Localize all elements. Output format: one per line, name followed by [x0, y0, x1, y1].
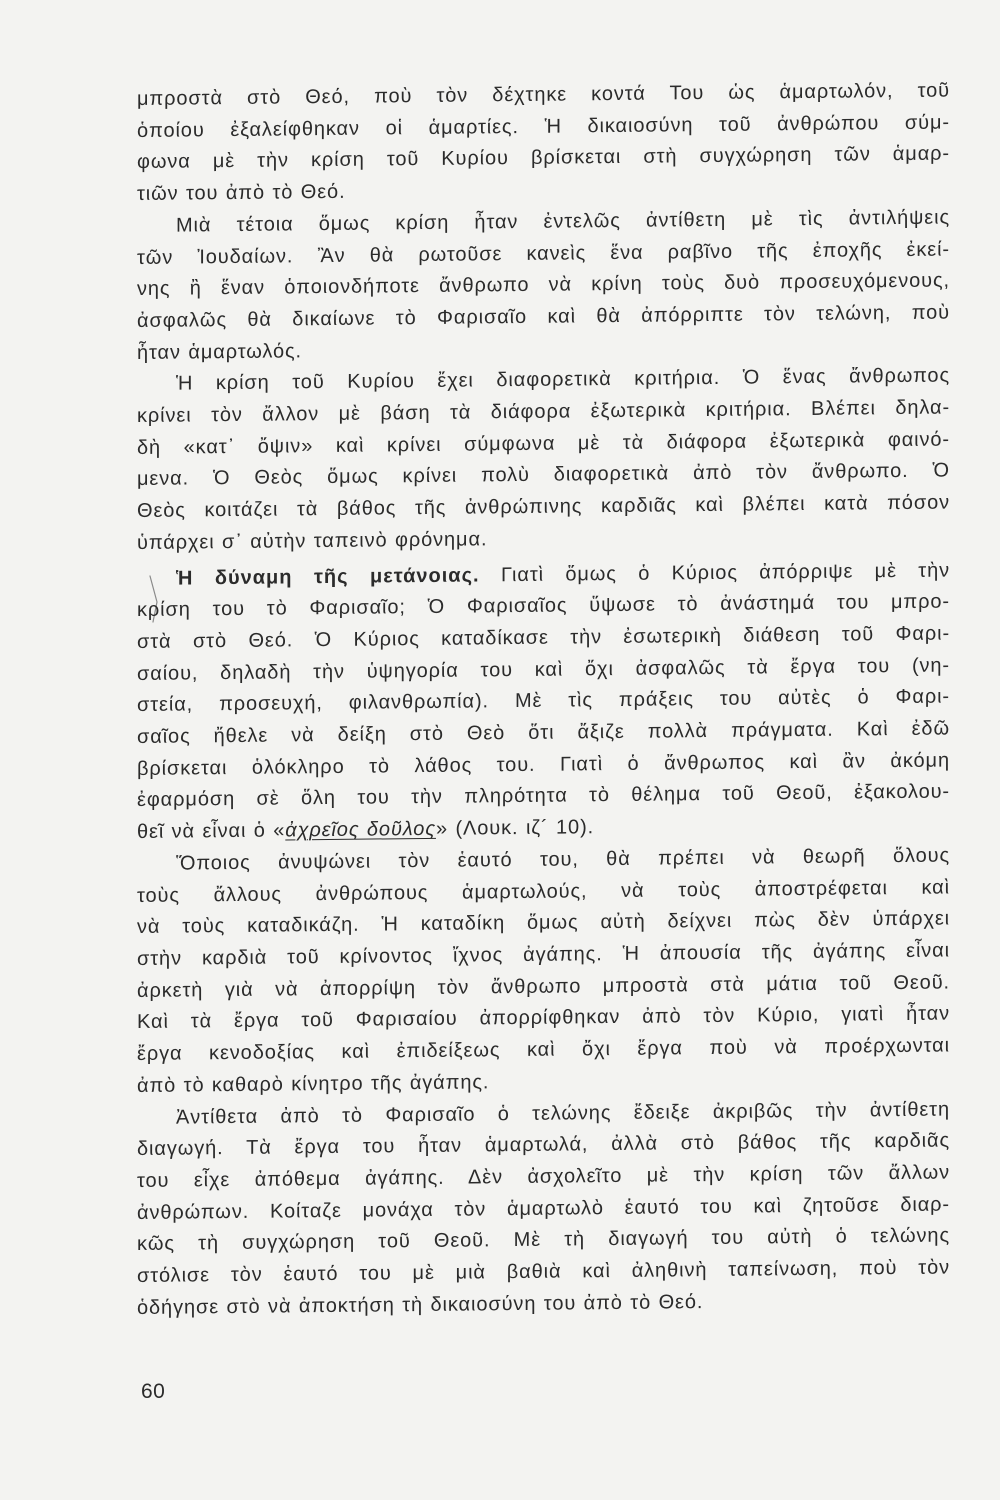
paragraph: [137, 361, 950, 560]
paragraph: [137, 75, 950, 210]
text-line: του εἶχε ἀπόθεμα ἀγάπης. Δὲν ἀσχολεῖτο μὲ τὴν κρίση τῶν ἄλλων: [137, 1161, 950, 1192]
text-line: δὴ «κατ᾿ ὄψιν» καὶ κρίνει σύμφωνα μὲ τὰ διάφορα ἐξωτερικὰ φαινό-: [137, 428, 950, 459]
text-line: νὰ τοὺς καταδικάζη. Ἡ καταδίκη ὅμως αὐτὴ δείχνει πὼς δὲν ὑπάρχει: [137, 907, 950, 939]
text-line: τῶν Ἰουδαίων. Ἂν θὰ ρωτοῦσε κανεὶς ἕνα ραβῖνο τῆς ἐποχῆς ἐκεί-: [137, 238, 950, 269]
text-line: Ἡ κρίση τοῦ Κυρίου ἔχει διαφορετικὰ κριτήρια. Ὁ ἕνας ἄνθρωπος: [176, 364, 950, 395]
text-line: ἀρκετὴ γιὰ νὰ ἀπορρίψη τὸν ἄνθρωπο μπροστὰ στὰ μάτια τοῦ Θεοῦ.: [137, 971, 950, 1002]
text-line: Θεὸς κοιτάζει τὰ βάθος τῆς ἀνθρώπινης καρδιᾶς καὶ βλέπει κατὰ πόσον: [137, 491, 950, 523]
text-line: κρίνει τὸν ἄλλον μὲ βάση τὰ διάφορα ἐξωτερικὰ κριτήρια. Βλέπει δηλα-: [137, 396, 950, 428]
text-line: κῶς τὴ συγχώρηση τοῦ Θεοῦ. Μὲ τὴ διαγωγή του αὐτὴ ὁ τελώνης: [137, 1224, 950, 1256]
text-line: Ἀντίθετα ἀπὸ τὸ Φαρισαῖο ὁ τελώνης ἔδειξε ἀκριβῶς τὴν ἀντίθετη: [176, 1097, 950, 1129]
text-line: Καὶ τὰ ἔργα τοῦ Φαρισαίου ἀπορρίφθηκαν ἀπὸ τὸν Κύριο, γιατὶ ἦταν: [137, 1002, 950, 1034]
text-line: ὁδήγησε στὸ νὰ ἀποκτήση τὴ δικαιοσύνη του ἀπὸ τὸ Θεό.: [137, 1290, 704, 1319]
text-line: μενα. Ὁ Θεὸς ὅμως κρίνει πολὺ διαφορετικὰ ἀπὸ τὸν ἄνθρωπο. Ὁ: [137, 459, 950, 491]
text-line: ἦταν ἁμαρτωλός.: [137, 339, 302, 364]
text-line: σαίου, δηλαδὴ τὴν ὑψηγορία του καὶ ὄχι ἀσφαλῶς τὰ ἔργα του (νη-: [137, 654, 950, 685]
text-line: Ὅποιος ἀνυψώνει τὸν ἑαυτό του, θὰ πρέπει νὰ θεωρῆ ὅλους: [176, 844, 950, 875]
text-line: στὴν καρδιὰ τοῦ κρίνοντος ἴχνος ἀγάπης. Ἡ ἀπουσία τῆς ἀγάπης εἶναι: [137, 939, 950, 970]
text-line: στόλισε τὸν ἑαυτό του μὲ μιὰ βαθιὰ καὶ ἀληθινὴ ταπείνωση, ποὺ τὸν: [137, 1256, 950, 1288]
text-line: ἀσφαλῶς θὰ δικαίωνε τὸ Φαρισαῖο καὶ θὰ ἀπόρριπτε τὸν τελώνη, ποὺ: [137, 301, 950, 332]
text-line: ἔργα κενοδοξίας καὶ ἐπιδείξεως καὶ ὄχι ἔργα ποὺ νὰ προέρχωνται: [137, 1034, 950, 1066]
section-heading: Ἡ δύναμη τῆς μετάνοιας.: [176, 563, 480, 590]
paragraph: [137, 202, 950, 369]
text-line: ὑπάρχει σ᾿ αὐτὴν ταπεινὸ φρόνημα.: [137, 528, 488, 554]
text-line: στὰ στὸ Θεό. Ὁ Κύριος καταδίκασε τὴν ἐσωτερικὴ διάθεση τοῦ Φαρι-: [137, 622, 950, 653]
text-line: βρίσκεται ὁλόκληρο τὸ λάθος του. Γιατὶ ὁ ἄνθρωπος καὶ ἂν ἀκόμη: [137, 749, 950, 780]
text-line: τοὺς ἄλλους ἀνθρώπους ἁμαρτωλούς, νὰ τοὺς ἀποστρέφεται καὶ: [137, 876, 950, 907]
text-segment: θεῖ νὰ εἶναι ὁ «: [137, 819, 286, 844]
page-text: [137, 75, 950, 1324]
text-line: σαῖος ἤθελε νὰ δείξη στὸ Θεὸ ὅτι ἄξιζε πολλὰ πράγματα. Καὶ ἐδῶ: [137, 717, 950, 749]
text-line: διαγωγή. Τὰ ἔργα του ἦταν ἁμαρτωλά, ἀλλὰ στὸ βάθος τῆς καρδιᾶς: [137, 1129, 950, 1161]
text-line: ἐφαρμόση σὲ ὅλη του τὴν πληρότητα τὸ θέλημα τοῦ Θεοῦ, ἐξακολου-: [137, 780, 950, 812]
text-line: νης ἢ ἕναν ὁποιονδήποτε ἄνθρωπο νὰ κρίνη τοὺς δυὸ προσευχόμενους,: [137, 269, 950, 301]
text-line: ἀνθρώπων. Κοίταζε μονάχα τὸν ἁμαρτωλὸ ἑαυτό του καὶ ζητοῦσε διαρ-: [137, 1193, 950, 1224]
text-line: μπροστὰ στὸ Θεό, ποὺ τὸν δέχτηκε κοντά Του ὡς ἁμαρτωλόν, τοῦ: [137, 79, 950, 110]
text-line: στεία, προσευχή, φιλανθρωπία). Μὲ τὶς πράξεις του αὐτὲς ὁ Φαρι-: [137, 685, 950, 717]
text-line: φωνα μὲ τὴν κρίση τοῦ Κυρίου βρίσκεται στὴ συγχώρηση τῶν ἁμαρ-: [137, 142, 950, 174]
scripture-quote: ἀχρεῖος δοῦλος: [285, 818, 436, 842]
text-line: κρίση του τὸ Φαρισαῖο; Ὁ Φαρισαῖος ὕψωσε τὸ ἀνάστημά του μπρο-: [137, 590, 950, 622]
text-line: ἀπὸ τὸ καθαρὸ κίνητρο τῆς ἀγάπης.: [137, 1071, 490, 1097]
text-line: Μιὰ τέτοια ὅμως κρίση ἦταν ἐντελῶς ἀντίθετη μὲ τὶς ἀντιλήψεις: [176, 206, 950, 237]
text-segment: » (Λουκ. ιζ´ 10).: [435, 816, 595, 841]
paragraph: [137, 840, 950, 1102]
paragraph: [137, 555, 950, 849]
text-line: τιῶν του ἀπὸ τὸ Θεό.: [137, 180, 346, 206]
text-segment: Γιατὶ ὅμως ὁ Κύριος ἀπόρριψε μὲ τὴν: [500, 559, 951, 586]
text-line: ὁποίου ἐξαλείφθηκαν οἱ ἁμαρτίες. Ἡ δικαιοσύνη τοῦ ἀνθρώπου σύμ-: [137, 111, 950, 142]
page-number: 60: [141, 1380, 166, 1403]
paragraph: [137, 1094, 950, 1324]
